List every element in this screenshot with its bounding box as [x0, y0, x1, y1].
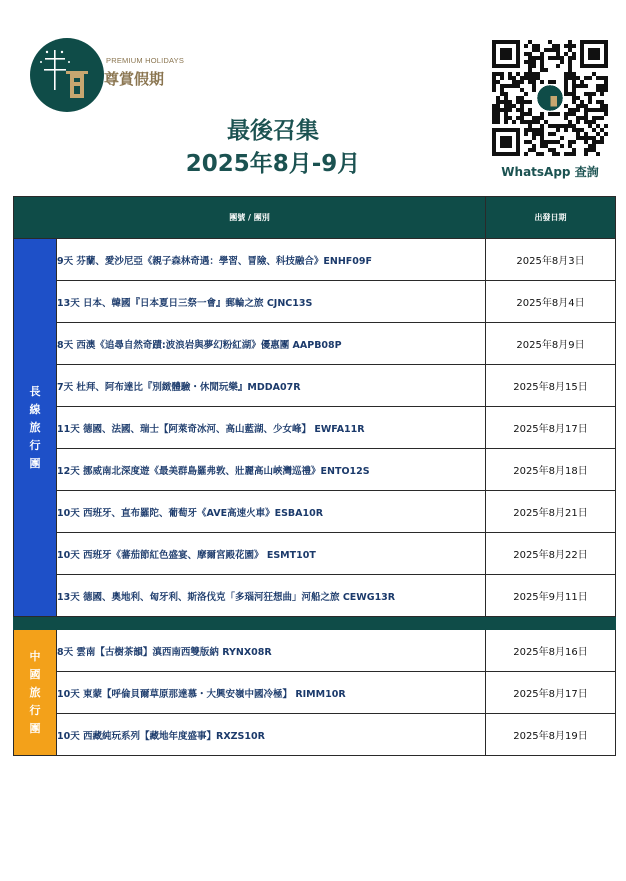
- departure-date: 2025年9月11日: [486, 575, 616, 617]
- tour-name[interactable]: 10天 西藏純玩系列【藏地年度盛事】RXZS10R: [57, 714, 486, 756]
- tour-name[interactable]: 7天 杜拜、阿布達比『別緻體驗・休閒玩樂』MDDA07R: [57, 365, 486, 407]
- table-row: [14, 407, 616, 449]
- tour-name[interactable]: 10天 東蒙【呼倫貝爾草原那達慕・大興安嶺中國冷極】 RIMM10R: [57, 672, 486, 714]
- page-subtitle-period: 2025年8月-9月: [185, 151, 361, 177]
- tour-name[interactable]: 8天 西澳《追尋自然奇蹟:波浪岩與夢幻粉紅湖》優惠團 AAPB08P: [57, 323, 486, 365]
- tour-name[interactable]: 13天 德國、奧地利、匈牙利、斯洛伐克「多瑙河狂想曲」河船之旅 CEWG13R: [57, 575, 486, 617]
- page-title: 最後召集: [227, 118, 319, 144]
- table-row: [14, 449, 616, 491]
- departure-date: 2025年8月16日: [486, 630, 616, 672]
- departure-date: 2025年8月15日: [486, 365, 616, 407]
- departure-date: 2025年8月3日: [486, 239, 616, 281]
- section-divider: [14, 617, 616, 630]
- tour-name[interactable]: 10天 西班牙《蕃茄節紅色盛宴、摩爾宮殿花園》 ESMT10T: [57, 533, 486, 575]
- table-row: [14, 281, 616, 323]
- tour-name[interactable]: 9天 芬蘭、愛沙尼亞《親子森林奇遇：學習、冒險、科技融合》ENHF09F: [57, 239, 486, 281]
- category-long-haul-tours: 長 線 旅 行 團: [14, 239, 57, 617]
- departure-date: 2025年8月4日: [486, 281, 616, 323]
- departure-date: 2025年8月17日: [486, 672, 616, 714]
- table-row: [14, 491, 616, 533]
- header-departure-date: 出發日期: [486, 197, 616, 239]
- tour-name[interactable]: 10天 西班牙、直布羅陀、葡萄牙《AVE高速火車》ESBA10R: [57, 491, 486, 533]
- departure-date: 2025年8月17日: [486, 407, 616, 449]
- whatsapp-qr-code-icon[interactable]: [492, 40, 608, 156]
- whatsapp-enquiry-caption: WhatsApp 查詢: [501, 165, 599, 179]
- tour-schedule-table: [13, 196, 616, 756]
- departure-date: 2025年8月9日: [486, 323, 616, 365]
- table-row: [14, 630, 616, 672]
- table-row: [14, 533, 616, 575]
- table-row: [14, 323, 616, 365]
- tour-name[interactable]: 8天 雲南【古樹茶韻】滇西南西雙版納 RYNX08R: [57, 630, 486, 672]
- brand-chinese-name: 尊賞假期: [104, 70, 165, 88]
- brand-english-name: PREMIUM HOLIDAYS: [106, 56, 185, 65]
- premium-holidays-logo: [30, 38, 104, 112]
- departure-date: 2025年8月21日: [486, 491, 616, 533]
- table-row: [14, 365, 616, 407]
- header-tour-code: 團號 / 團別: [14, 197, 486, 239]
- table-row: [14, 575, 616, 617]
- tour-name[interactable]: 13天 日本、韓國『日本夏日三祭一會』郵輪之旅 CJNC13S: [57, 281, 486, 323]
- tour-name[interactable]: 12天 挪威南北深度遊《最美群島羅弗敦、壯麗高山峽灣巡禮》ENTO12S: [57, 449, 486, 491]
- category-china-tours: 中 國 旅 行 團: [14, 630, 57, 756]
- departure-date: 2025年8月19日: [486, 714, 616, 756]
- table-row: [14, 239, 616, 281]
- departure-date: 2025年8月22日: [486, 533, 616, 575]
- tour-name[interactable]: 11天 德國、法國、瑞士【阿萊奇冰河、高山藍湖、少女峰】 EWFA11R: [57, 407, 486, 449]
- table-row: [14, 672, 616, 714]
- departure-date: 2025年8月18日: [486, 449, 616, 491]
- table-row: [14, 714, 616, 756]
